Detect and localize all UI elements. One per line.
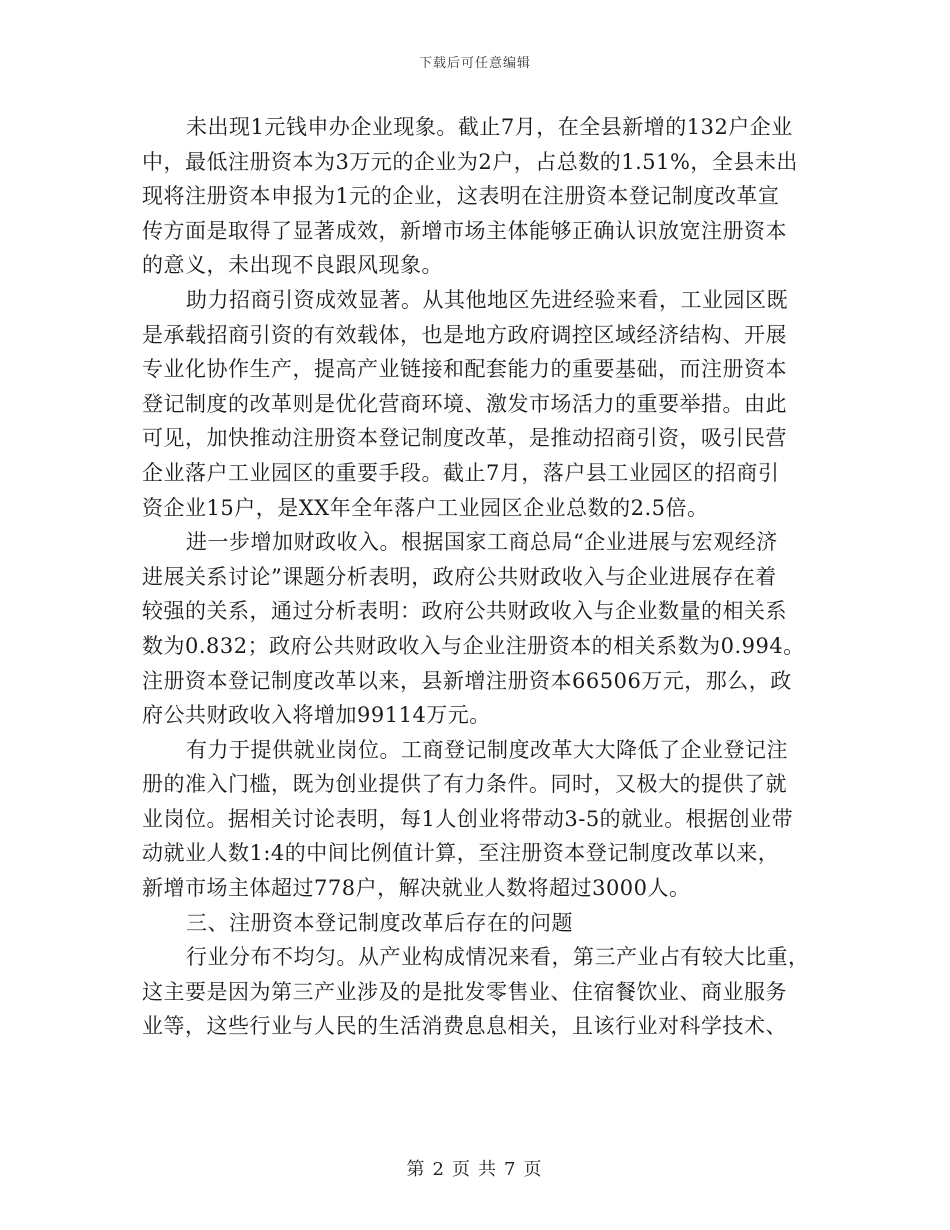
section-heading [142,906,814,941]
text-line: 进一步增加财政收入。根据国家工商总局“企业进展与宏观经济 [186,530,778,555]
text-line: 府公共财政收入将增加99114万元。 [142,703,491,728]
text-line: 进展关系讨论”课题分析表明，政府公共财政收入与企业进展存在着 [142,564,777,589]
text-line: 三、注册资本登记制度改革后存在的问题 [186,910,573,935]
page-header: 下载后可任意编辑 [418,56,531,71]
paragraph-5 [142,940,814,1044]
text-line: 业岗位。据相关讨论表明，每1人创业将带动3-5的就业。根据创业带 [142,806,794,831]
text-line: 这主要是因为第三产业涉及的是批发零售业、住宿餐饮业、商业服务 [142,979,787,1004]
footer-label-ye2: 页 [523,1159,544,1180]
footer-label-di: 第 [406,1159,427,1180]
text-line: 行业分布不均匀。从产业构成情况来看，第三产业占有较大比重， [186,945,810,970]
document-body [142,110,814,1044]
text-line: 新增市场主体超过778户，解决就业人数将超过3000人。 [142,876,691,901]
text-line: 助力招商引资成效显著。从其他地区先进经验来看，工业园区既 [186,287,788,312]
text-line: 注册资本登记制度改革以来，县新增注册资本66506万元，那么，政 [142,668,792,693]
text-line: 资企业15户，是XX年全年落户工业园区企业总数的2.5倍。 [142,495,709,520]
footer-label-gong: 共 [478,1159,498,1180]
text-line: 业等，这些行业与人民的生活消费息息相关，且该行业对科学技术、 [142,1014,787,1039]
text-line: 可见，加快推动注册资本登记制度改革，是推动招商引资，吸引民营 [142,426,787,451]
page-number: 2 [432,1159,446,1180]
text-line: 册的准入门槛，既为创业提供了有力条件。同时，又极大的提供了就 [142,772,787,797]
text-line: 有力于提供就业岗位。工商登记制度改革大大降低了企业登记注 [186,737,788,762]
page-footer [0,1155,950,1181]
text-line: 是承载招商引资的有效载体，也是地方政府调控区域经济结构、开展 [142,322,787,347]
paragraph-1 [142,110,814,283]
text-line: 中，最低注册资本为3万元的企业为2户，占总数的1.51%，全县未出 [142,149,798,174]
text-line: 企业落户工业园区的重要手段。截止7月，落户县工业园区的招商引 [142,460,780,485]
text-line: 专业化协作生产，提高产业链接和配套能力的重要基础，而注册资本 [142,357,787,382]
text-line: 传方面是取得了显著成效，新增市场主体能够正确认识放宽注册资本 [142,218,787,243]
text-line: 动就业人数1:4的中间比例值计算，至注册资本登记制度改革以来， [142,841,780,866]
text-line: 现将注册资本申报为1元的企业，这表明在注册资本登记制度改革宣 [142,184,780,209]
text-line: 数为0.832；政府公共财政收入与企业注册资本的相关系数为0.994。 [142,633,805,658]
footer-label-ye: 页 [452,1159,472,1180]
paragraph-4 [142,733,814,906]
paragraph-3 [142,525,814,733]
paragraph-2 [142,283,814,525]
text-line: 的意义，未出现不良跟风现象。 [142,253,443,278]
total-pages: 7 [504,1159,518,1180]
text-line: 登记制度的改革则是优化营商环境、激发市场活力的重要举措。由此 [142,391,787,416]
text-line: 未出现1元钱申办企业现象。截止7月，在全县新增的132户企业 [186,115,793,139]
text-line: 较强的关系，通过分析表明：政府公共财政收入与企业数量的相关系 [142,599,787,624]
